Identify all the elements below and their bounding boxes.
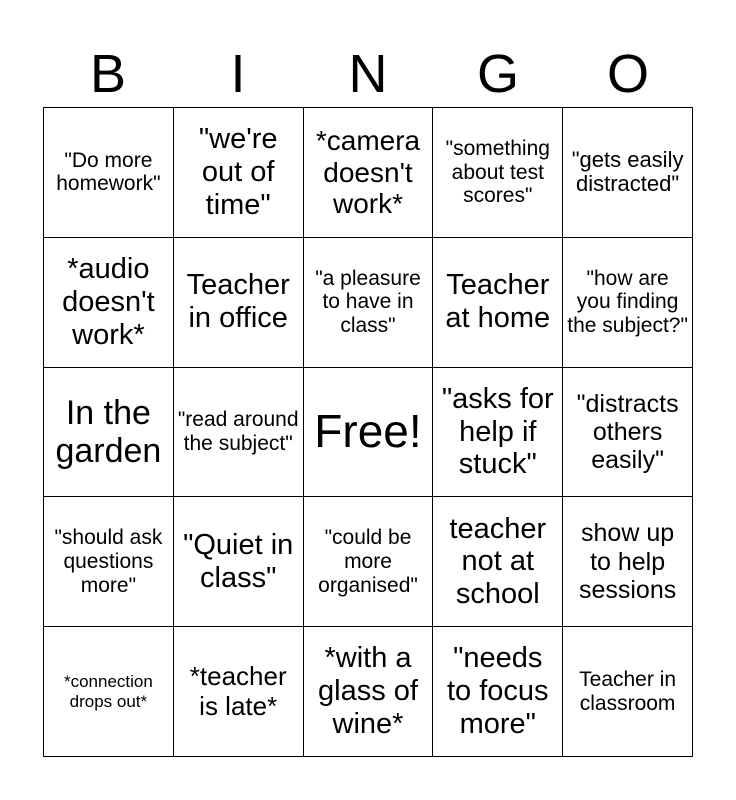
bingo-cell[interactable]: [563, 238, 693, 368]
bingo-cell[interactable]: [433, 108, 563, 238]
cell-text: *camera doesn't work*: [315, 124, 421, 220]
bingo-cell[interactable]: [563, 368, 693, 498]
free-space-label: Free!: [314, 405, 422, 457]
cell-text: Teacher in office: [186, 269, 290, 335]
header-letter-g: G: [476, 44, 519, 104]
bingo-cell[interactable]: [44, 497, 174, 627]
cell-text: *with a glass of wine*: [318, 642, 418, 740]
bingo-cell[interactable]: [304, 108, 434, 238]
bingo-cell[interactable]: [304, 497, 434, 627]
header-letter-o: O: [606, 44, 649, 104]
bingo-cell[interactable]: [433, 368, 563, 498]
bingo-cell[interactable]: [174, 368, 304, 498]
bingo-cell[interactable]: [174, 238, 304, 368]
cell-text: In the garden: [55, 393, 162, 470]
cell-text: "we're out of time": [198, 123, 278, 221]
bingo-header: [43, 40, 693, 108]
bingo-cell[interactable]: [563, 108, 693, 238]
cell-text: "read around the subject": [177, 408, 299, 455]
cell-text: "a pleasure to have in class": [315, 266, 421, 338]
bingo-cell[interactable]: [174, 108, 304, 238]
bingo-cell[interactable]: [174, 497, 304, 627]
cell-text: "Do more homework": [56, 148, 161, 196]
bingo-grid: [43, 107, 693, 757]
bingo-cell[interactable]: [563, 497, 693, 627]
free-space-cell[interactable]: [304, 368, 434, 498]
cell-text: show up to help sessions: [578, 519, 677, 604]
bingo-cell[interactable]: [563, 627, 693, 757]
cell-text: "needs to focus more": [447, 642, 549, 740]
header-letter-b: B: [89, 44, 127, 104]
cell-text: *audio doesn't work*: [62, 253, 155, 351]
cell-text: "distracts others easily": [576, 389, 679, 475]
cell-text: "something about test scores": [445, 136, 550, 208]
bingo-cell[interactable]: [44, 368, 174, 498]
cell-text: "asks for help if stuck": [441, 382, 554, 481]
cell-text: Teacher in classroom: [579, 667, 677, 715]
cell-text: teacher not at school: [449, 512, 547, 611]
bingo-cell[interactable]: [304, 238, 434, 368]
bingo-cell[interactable]: [174, 627, 304, 757]
cell-text: *connection drops out*: [63, 672, 153, 711]
bingo-cell[interactable]: [433, 238, 563, 368]
cell-text: "should ask questions more": [54, 526, 163, 597]
cell-text: Teacher at home: [445, 269, 551, 335]
bingo-cell[interactable]: [44, 627, 174, 757]
header-letter-n: N: [348, 44, 388, 104]
bingo-cell[interactable]: [304, 627, 434, 757]
cell-text: *teacher is late*: [189, 661, 287, 721]
cell-text: "Quiet in class": [183, 529, 294, 594]
bingo-cell[interactable]: [44, 238, 174, 368]
cell-text: "could be more organised": [318, 526, 418, 597]
bingo-cell[interactable]: [433, 627, 563, 757]
bingo-cell[interactable]: [44, 108, 174, 238]
cell-text: "gets easily distracted": [571, 146, 684, 197]
bingo-cell[interactable]: [433, 497, 563, 627]
header-letter-i: I: [230, 44, 246, 104]
cell-text: "how are you finding the subject?": [567, 266, 688, 338]
